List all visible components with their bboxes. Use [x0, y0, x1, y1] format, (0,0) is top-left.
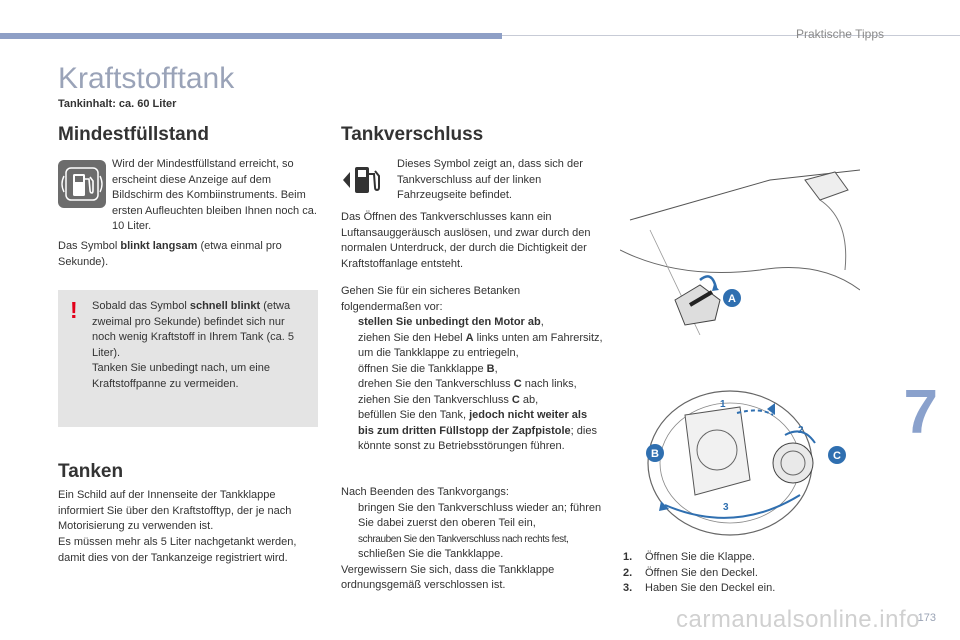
blink-note-post: (etwa einmal pro Sekunde). — [58, 240, 282, 268]
procedure-step — [341, 377, 603, 393]
cap-noise-text: Das Öffnen des Tankverschlusses kann ein Luftansauggeräusch auslösen, und zwar durch den normalen Unterdruck, der durch die Dichtigkeit der Kraftstoffanlage entsteht. — [341, 211, 591, 270]
procedure-step — [341, 362, 603, 378]
page-number: 173 — [917, 612, 936, 624]
after-intro: Nach Beenden des Tankvorgangs: — [341, 486, 509, 498]
step-4-label: C — [513, 378, 522, 390]
chapter-number: 7 — [903, 378, 938, 447]
after-steps — [341, 501, 603, 563]
step-1-end: , — [540, 316, 544, 328]
lever-illustration — [620, 160, 860, 335]
after-step — [341, 532, 603, 548]
legend-item — [623, 550, 853, 566]
procedure-step — [341, 408, 603, 455]
step-6-emphasis: jedoch nicht weiter als bis zum dritten Füllstopp der Zapfpistole — [358, 409, 588, 437]
warning-exclamation-icon: ! — [70, 297, 78, 323]
tank-capacity: Tankinhalt: ca. 60 Liter — [58, 98, 177, 110]
refuel-heading: Tanken — [58, 461, 124, 482]
after-2-text: schrauben Sie den Tankverschluss nach rechts fest, — [358, 533, 569, 545]
step-3-post: , — [494, 362, 498, 375]
header-accent-bar — [0, 33, 502, 39]
step-4-pre: drehen Sie den Tankverschluss — [358, 378, 514, 390]
legend-number: 1. — [623, 551, 633, 563]
cap-procedure — [341, 284, 603, 455]
step-5-pre: ziehen Sie den Tankverschluss — [358, 393, 512, 406]
step-5-post: ab, — [519, 393, 539, 406]
min-level-heading: Mindestfüllstand — [58, 124, 209, 145]
warning-text — [92, 299, 302, 392]
blink-note-pre: Das Symbol — [58, 240, 121, 252]
label-2: 2 — [798, 425, 804, 436]
label-3: 3 — [723, 502, 729, 513]
procedure-step — [341, 331, 603, 362]
procedure-step — [341, 393, 603, 409]
blink-note-emphasis: blinkt langsam — [120, 240, 198, 252]
legend-item — [623, 566, 853, 582]
watermark: carmanualsonline.info — [676, 606, 920, 633]
step-1-text: stellen Sie unbedingt den Motor ab — [358, 316, 541, 328]
after-3-text: schließen Sie die Tankklappe. — [358, 548, 504, 560]
warning-text-pre: Sobald das Symbol — [92, 300, 190, 312]
procedure-steps — [341, 315, 603, 455]
step-6-post: ; dies könnte sonst zu Betriebsstörungen führen. — [358, 424, 597, 452]
cap-after-refuel — [341, 485, 603, 594]
cap-heading: Tankverschluss — [341, 124, 484, 145]
legend-item — [623, 581, 853, 597]
procedure-intro: Gehen Sie für ein sicheres Betanken folgendermaßen vor: — [341, 285, 521, 313]
step-4-post: nach links, — [521, 378, 577, 390]
fuel-pump-warning-icon — [58, 160, 106, 208]
page-title: Kraftstofftank — [58, 62, 235, 95]
min-level-intro: Wird der Mindestfüllstand erreicht, so erscheint diese Anzeige auf dem Bildschirm des Kombiinstruments. Beim ersten Aufleuchten bleiben Ihnen noch ca. 10 Liter. — [112, 158, 317, 232]
cap-intro: Dieses Symbol zeigt an, dass sich der Tankverschluss auf der linken Fahrzeugseite befindet. — [397, 158, 583, 201]
label-1: 1 — [720, 399, 726, 410]
procedure-step — [341, 315, 603, 331]
refuel-text-1: Ein Schild auf der Innenseite der Tankklappe informiert Sie über den Kraftstofftyp, der je nach Motorisierung zu verwenden ist. — [58, 489, 292, 532]
label-a: A — [728, 293, 736, 305]
section-header: Praktische Tipps — [795, 27, 884, 41]
refuel-text-2: Es müssen mehr als 5 Liter nachgetankt werden, damit dies von der Tankanzeige registriert wird. — [58, 536, 297, 564]
legend-number: 2. — [623, 566, 633, 579]
figure-legend — [623, 550, 853, 597]
label-c: C — [833, 450, 841, 462]
after-step — [341, 547, 603, 563]
legend-text: Öffnen Sie den Deckel. — [645, 566, 758, 579]
after-step — [341, 501, 603, 532]
warning-text-post: (etwa zweimal pro Sekunde) befindet sich nur noch wenig Kraftstoff in Ihrem Tank (ca. 5 Liter). — [92, 300, 294, 359]
step-2-post: links unten am Fahrersitz, um die Tankklappe zu entriegeln, — [358, 331, 603, 359]
legend-text: Haben Sie den Deckel ein. — [645, 582, 776, 594]
fuel-side-indicator-icon — [341, 162, 387, 198]
step-3-label: B — [486, 362, 495, 375]
step-3-pre: öffnen Sie die Tankklappe — [358, 362, 487, 375]
step-2-pre: ziehen Sie den Hebel — [358, 331, 466, 344]
header-rule — [502, 35, 960, 36]
legend-number: 3. — [623, 582, 633, 594]
warning-text-2: Tanken Sie unbedingt nach, um eine Kraftstoffpanne zu vermeiden. — [92, 362, 270, 390]
label-b: B — [651, 448, 659, 460]
after-1-text: bringen Sie den Tankverschluss wieder an; führen Sie dabei zuerst den oberen Teil ein, — [358, 501, 602, 529]
cap-illustration — [625, 385, 860, 540]
warning-text-emphasis: schnell blinkt — [189, 300, 261, 312]
closing-note: Vergewissern Sie sich, dass die Tankklappe ordnungsgemäß verschlossen ist. — [341, 563, 555, 591]
step-5-label: C — [511, 393, 520, 406]
legend-text: Öffnen Sie die Klappe. — [645, 551, 755, 563]
min-level-blink-note — [58, 239, 316, 270]
step-2-label: A — [465, 331, 474, 344]
step-6-pre: befüllen Sie den Tank, — [358, 409, 470, 421]
